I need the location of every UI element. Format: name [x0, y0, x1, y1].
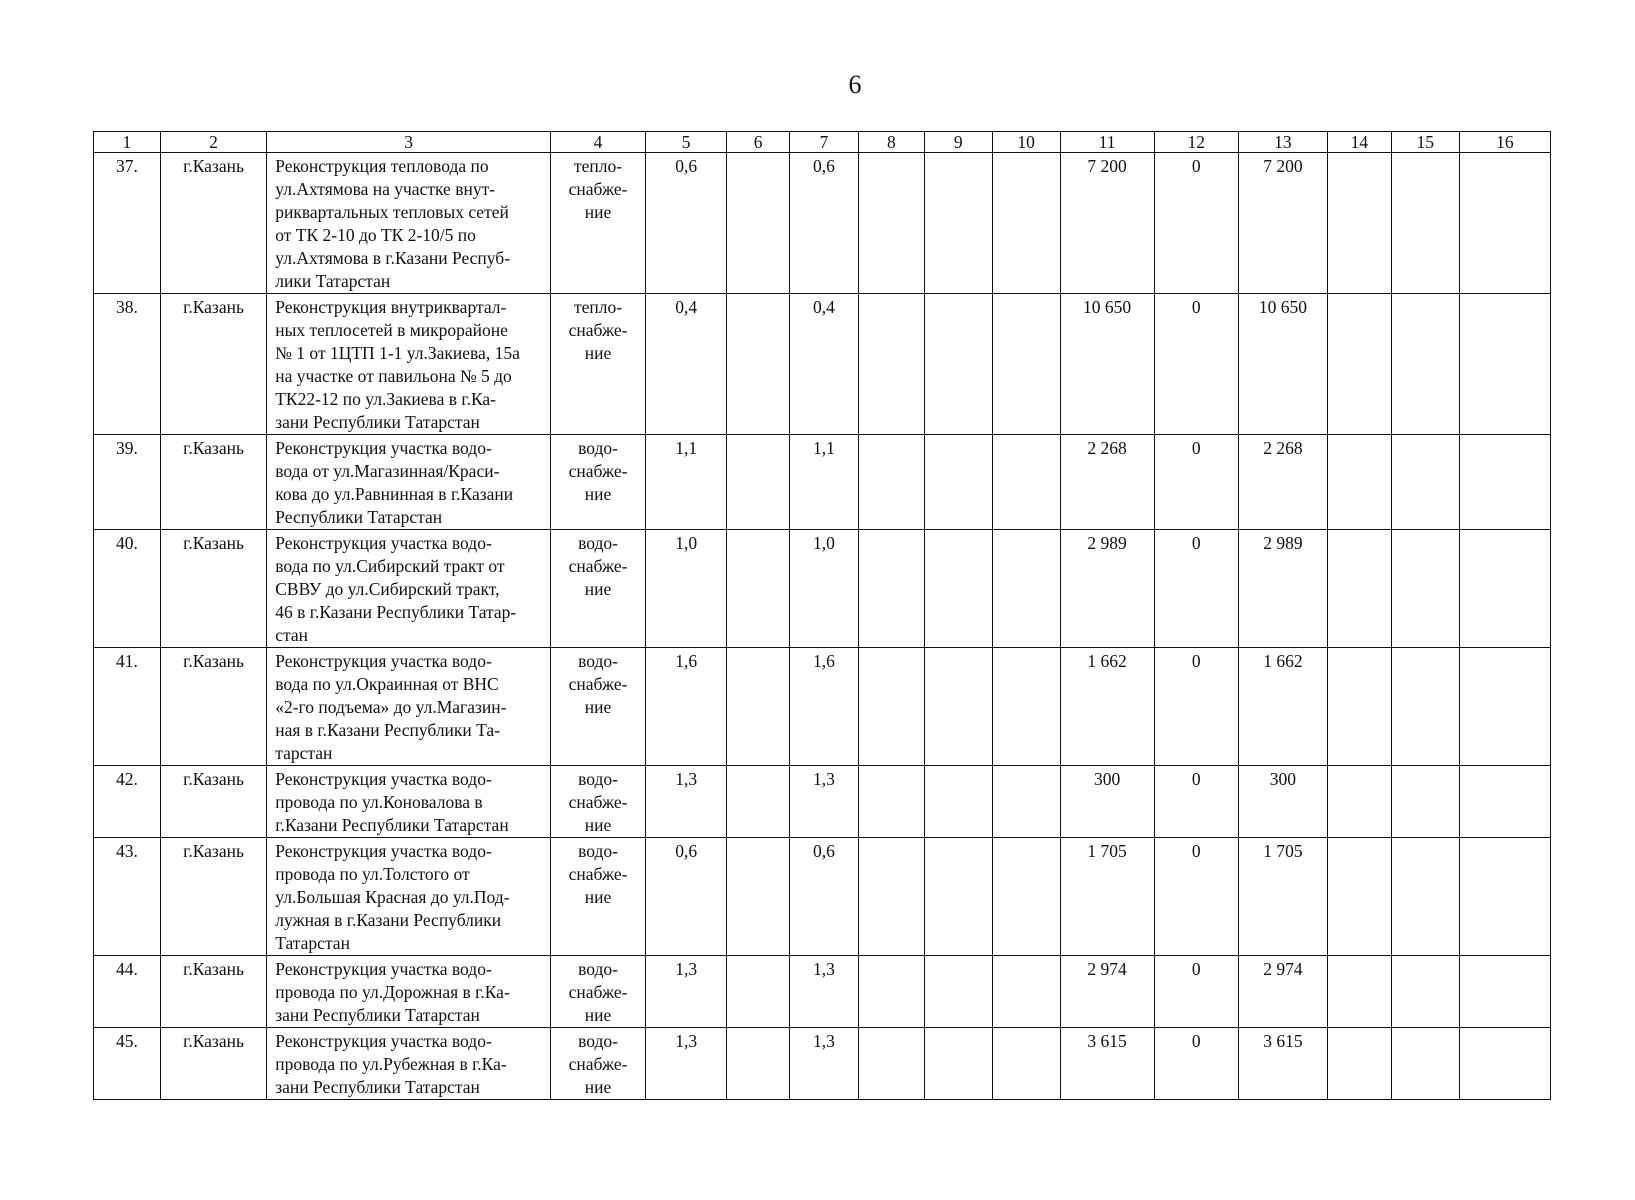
project-name-line: Реконструкция участка водо- [275, 959, 492, 979]
project-name-cell [267, 294, 551, 435]
value-cell-col14 [1327, 1028, 1391, 1100]
value-cell-col13: 300 [1238, 766, 1327, 838]
value-cell-col10 [992, 294, 1060, 435]
value-cell-col5: 0,6 [646, 153, 727, 294]
column-header: 6 [727, 132, 790, 153]
project-name-line: ул.Ахтямова на участке внут- [275, 179, 496, 199]
project-name-line: ная в г.Казани Республики Та- [275, 720, 501, 740]
supply-type-line: ние [584, 887, 612, 907]
value-cell-col8 [858, 294, 924, 435]
column-header: 16 [1459, 132, 1550, 153]
supply-type-line: снабже- [568, 1054, 628, 1074]
value-cell-col9 [924, 956, 992, 1028]
value-cell-col16 [1459, 153, 1550, 294]
value-cell-col8 [858, 648, 924, 766]
supply-type-line: снабже- [568, 461, 628, 481]
value-cell-col5: 0,6 [646, 838, 727, 956]
table-row [94, 153, 1551, 294]
supply-type-line: ние [584, 697, 612, 717]
column-header: 1 [94, 132, 161, 153]
value-cell-col7: 0,6 [790, 153, 859, 294]
value-cell-col13: 2 974 [1238, 956, 1327, 1028]
project-name-line: ул.Большая Красная до ул.Под- [275, 887, 510, 907]
value-cell-col14 [1327, 956, 1391, 1028]
value-cell-col10 [992, 838, 1060, 956]
column-header: 13 [1238, 132, 1327, 153]
value-cell-col11: 1 705 [1060, 838, 1154, 956]
project-name-line: провода по ул.Рубежная в г.Ка- [275, 1054, 507, 1074]
value-cell-col7: 1,6 [790, 648, 859, 766]
project-name-line: провода по ул.Дорожная в г.Ка- [275, 982, 510, 1002]
project-name-line: лужная в г.Казани Республики [275, 910, 502, 930]
supply-type-line: тепло- [573, 156, 623, 176]
supply-type-cell [550, 838, 645, 956]
value-cell-col15 [1391, 956, 1459, 1028]
value-cell-col12: 0 [1154, 153, 1238, 294]
project-name-cell [267, 530, 551, 648]
column-header: 2 [160, 132, 266, 153]
value-cell-col15 [1391, 153, 1459, 294]
value-cell-col11: 300 [1060, 766, 1154, 838]
value-cell-col15 [1391, 1028, 1459, 1100]
value-cell-col13: 1 705 [1238, 838, 1327, 956]
value-cell-col8 [858, 1028, 924, 1100]
value-cell-col9 [924, 153, 992, 294]
value-cell-col7: 0,4 [790, 294, 859, 435]
project-name-line: вода по ул.Окраинная от ВНС [275, 674, 499, 694]
value-cell-col5: 1,6 [646, 648, 727, 766]
project-name-cell [267, 435, 551, 530]
column-header: 14 [1327, 132, 1391, 153]
value-cell-col8 [858, 956, 924, 1028]
row-number-cell: 44. [94, 956, 161, 1028]
value-cell-col15 [1391, 838, 1459, 956]
value-cell-col6 [727, 766, 790, 838]
value-cell-col7: 1,3 [790, 956, 859, 1028]
value-cell-col6 [727, 530, 790, 648]
value-cell-col14 [1327, 435, 1391, 530]
value-cell-col5: 1,3 [646, 1028, 727, 1100]
value-cell-col6 [727, 1028, 790, 1100]
row-number-cell: 43. [94, 838, 161, 956]
value-cell-col6 [727, 294, 790, 435]
value-cell-col13: 10 650 [1238, 294, 1327, 435]
project-name-line: Реконструкция участка водо- [275, 769, 492, 789]
value-cell-col14 [1327, 766, 1391, 838]
column-header: 8 [858, 132, 924, 153]
project-name-line: зани Республики Татарстан [275, 412, 480, 432]
value-cell-col11: 10 650 [1060, 294, 1154, 435]
project-name-line: г.Казани Республики Татарстан [275, 815, 509, 835]
project-name-line: 46 в г.Казани Республики Татар- [275, 602, 517, 622]
value-cell-col15 [1391, 766, 1459, 838]
value-cell-col9 [924, 1028, 992, 1100]
project-name-line: Реконструкция внутриквартал- [275, 297, 507, 317]
row-number-cell: 40. [94, 530, 161, 648]
supply-type-line: водо- [578, 533, 618, 553]
project-name-cell [267, 956, 551, 1028]
value-cell-col10 [992, 1028, 1060, 1100]
value-cell-col5: 1,1 [646, 435, 727, 530]
supply-type-cell [550, 530, 645, 648]
table-row [94, 648, 1551, 766]
value-cell-col11: 2 989 [1060, 530, 1154, 648]
value-cell-col12: 0 [1154, 838, 1238, 956]
page-number: 6 [848, 70, 862, 99]
row-number-cell: 42. [94, 766, 161, 838]
project-name-line: СВВУ до ул.Сибирский тракт, [275, 579, 500, 599]
project-name-line: ТК22-12 по ул.Закиева в г.Ка- [275, 389, 496, 409]
value-cell-col8 [858, 153, 924, 294]
value-cell-col16 [1459, 530, 1550, 648]
value-cell-col15 [1391, 435, 1459, 530]
value-cell-col10 [992, 153, 1060, 294]
value-cell-col6 [727, 153, 790, 294]
supply-type-line: снабже- [568, 982, 628, 1002]
value-cell-col8 [858, 766, 924, 838]
column-header: 5 [646, 132, 727, 153]
table-body [94, 153, 1551, 1100]
column-number-row [94, 132, 1551, 153]
value-cell-col9 [924, 766, 992, 838]
value-cell-col9 [924, 294, 992, 435]
city-cell: г.Казань [160, 648, 266, 766]
supply-type-line: тепло- [573, 297, 623, 317]
value-cell-col7: 1,3 [790, 1028, 859, 1100]
supply-type-line: водо- [578, 438, 618, 458]
supply-type-line: снабже- [568, 864, 628, 884]
investment-table [93, 131, 1551, 1100]
project-name-line: Республики Татарстан [275, 507, 443, 527]
value-cell-col11: 1 662 [1060, 648, 1154, 766]
column-header: 3 [267, 132, 551, 153]
supply-type-line: водо- [578, 841, 618, 861]
value-cell-col15 [1391, 294, 1459, 435]
city-cell: г.Казань [160, 1028, 266, 1100]
value-cell-col16 [1459, 435, 1550, 530]
city-cell: г.Казань [160, 530, 266, 648]
supply-type-cell [550, 956, 645, 1028]
supply-type-line: ние [584, 343, 612, 363]
project-name-line: Реконструкция участка водо- [275, 841, 492, 861]
value-cell-col12: 0 [1154, 294, 1238, 435]
value-cell-col5: 0,4 [646, 294, 727, 435]
city-cell: г.Казань [160, 435, 266, 530]
value-cell-col16 [1459, 766, 1550, 838]
project-name-line: Реконструкция участка водо- [275, 1031, 492, 1051]
project-name-line: Реконструкция участка водо- [275, 651, 492, 671]
column-header: 12 [1154, 132, 1238, 153]
city-cell: г.Казань [160, 956, 266, 1028]
value-cell-col16 [1459, 956, 1550, 1028]
value-cell-col13: 2 268 [1238, 435, 1327, 530]
value-cell-col15 [1391, 530, 1459, 648]
value-cell-col7: 1,3 [790, 766, 859, 838]
supply-type-line: ние [584, 579, 612, 599]
supply-type-line: ние [584, 484, 612, 504]
value-cell-col13: 1 662 [1238, 648, 1327, 766]
supply-type-line: водо- [578, 959, 618, 979]
table-row [94, 1028, 1551, 1100]
table-row [94, 530, 1551, 648]
city-cell: г.Казань [160, 294, 266, 435]
value-cell-col10 [992, 766, 1060, 838]
project-name-cell [267, 766, 551, 838]
value-cell-col7: 0,6 [790, 838, 859, 956]
project-name-line: провода по ул.Толстого от [275, 864, 470, 884]
column-header: 15 [1391, 132, 1459, 153]
value-cell-col13: 2 989 [1238, 530, 1327, 648]
value-cell-col12: 0 [1154, 766, 1238, 838]
city-cell: г.Казань [160, 153, 266, 294]
value-cell-col13: 7 200 [1238, 153, 1327, 294]
value-cell-col8 [858, 530, 924, 648]
column-header: 4 [550, 132, 645, 153]
value-cell-col9 [924, 530, 992, 648]
value-cell-col6 [727, 648, 790, 766]
value-cell-col12: 0 [1154, 956, 1238, 1028]
value-cell-col14 [1327, 153, 1391, 294]
table-row [94, 956, 1551, 1028]
value-cell-col12: 0 [1154, 530, 1238, 648]
row-number-cell: 45. [94, 1028, 161, 1100]
value-cell-col8 [858, 435, 924, 530]
value-cell-col10 [992, 435, 1060, 530]
project-name-line: на участке от павильона № 5 до [275, 366, 512, 386]
table-row [94, 838, 1551, 956]
value-cell-col16 [1459, 648, 1550, 766]
value-cell-col13: 3 615 [1238, 1028, 1327, 1100]
table-row [94, 766, 1551, 838]
value-cell-col9 [924, 435, 992, 530]
project-name-line: ных теплосетей в микрорайоне [275, 320, 508, 340]
supply-type-line: ние [584, 815, 612, 835]
value-cell-col16 [1459, 838, 1550, 956]
value-cell-col5: 1,0 [646, 530, 727, 648]
supply-type-cell [550, 1028, 645, 1100]
supply-type-cell [550, 648, 645, 766]
value-cell-col6 [727, 956, 790, 1028]
project-name-line: стан [275, 625, 308, 645]
value-cell-col12: 0 [1154, 648, 1238, 766]
value-cell-col14 [1327, 648, 1391, 766]
column-header: 7 [790, 132, 859, 153]
city-cell: г.Казань [160, 766, 266, 838]
supply-type-line: снабже- [568, 556, 628, 576]
value-cell-col7: 1,1 [790, 435, 859, 530]
project-name-line: зани Республики Татарстан [275, 1077, 480, 1097]
project-name-line: зани Республики Татарстан [275, 1005, 480, 1025]
value-cell-col14 [1327, 530, 1391, 648]
project-name-line: лики Татарстан [275, 271, 391, 291]
supply-type-cell [550, 435, 645, 530]
value-cell-col6 [727, 838, 790, 956]
supply-type-line: снабже- [568, 792, 628, 812]
value-cell-col11: 7 200 [1060, 153, 1154, 294]
column-header: 10 [992, 132, 1060, 153]
supply-type-line: снабже- [568, 674, 628, 694]
value-cell-col14 [1327, 294, 1391, 435]
row-number-cell: 41. [94, 648, 161, 766]
project-name-line: Реконструкция участка водо- [275, 438, 492, 458]
project-name-cell [267, 648, 551, 766]
row-number-cell: 38. [94, 294, 161, 435]
value-cell-col15 [1391, 648, 1459, 766]
row-number-cell: 39. [94, 435, 161, 530]
value-cell-col16 [1459, 1028, 1550, 1100]
column-header: 11 [1060, 132, 1154, 153]
value-cell-col9 [924, 838, 992, 956]
project-name-line: вода по ул.Сибирский тракт от [275, 556, 505, 576]
supply-type-line: водо- [578, 651, 618, 671]
value-cell-col10 [992, 956, 1060, 1028]
value-cell-col16 [1459, 294, 1550, 435]
project-name-line: «2-го подъема» до ул.Магазин- [275, 697, 507, 717]
value-cell-col12: 0 [1154, 435, 1238, 530]
supply-type-line: снабже- [568, 320, 628, 340]
project-name-line: вода от ул.Магазинная/Краси- [275, 461, 500, 481]
supply-type-cell [550, 153, 645, 294]
supply-type-line: ние [584, 202, 612, 222]
project-name-cell [267, 838, 551, 956]
project-name-line: провода по ул.Коновалова в [275, 792, 483, 812]
column-header: 9 [924, 132, 992, 153]
project-name-line: от ТК 2-10 до ТК 2-10/5 по [275, 225, 476, 245]
project-name-line: Татарстан [275, 933, 350, 953]
project-name-line: Реконструкция тепловода по [275, 156, 489, 176]
supply-type-line: снабже- [568, 179, 628, 199]
project-name-line: риквартальных тепловых сетей [275, 202, 509, 222]
project-name-line: кова до ул.Равнинная в г.Казани [275, 484, 514, 504]
value-cell-col11: 2 268 [1060, 435, 1154, 530]
supply-type-cell [550, 766, 645, 838]
project-name-line: тарстан [275, 743, 333, 763]
supply-type-line: водо- [578, 769, 618, 789]
city-cell: г.Казань [160, 838, 266, 956]
value-cell-col12: 0 [1154, 1028, 1238, 1100]
value-cell-col5: 1,3 [646, 956, 727, 1028]
supply-type-line: ние [584, 1077, 612, 1097]
value-cell-col10 [992, 648, 1060, 766]
supply-type-cell [550, 294, 645, 435]
value-cell-col11: 2 974 [1060, 956, 1154, 1028]
row-number-cell: 37. [94, 153, 161, 294]
project-name-cell [267, 1028, 551, 1100]
value-cell-col10 [992, 530, 1060, 648]
value-cell-col9 [924, 648, 992, 766]
project-name-line: Реконструкция участка водо- [275, 533, 492, 553]
supply-type-line: водо- [578, 1031, 618, 1051]
value-cell-col6 [727, 435, 790, 530]
value-cell-col8 [858, 838, 924, 956]
project-name-cell [267, 153, 551, 294]
project-name-line: ул.Ахтямова в г.Казани Респуб- [275, 248, 511, 268]
value-cell-col5: 1,3 [646, 766, 727, 838]
project-name-line: № 1 от 1ЦТП 1-1 ул.Закиева, 15а [275, 343, 520, 363]
value-cell-col14 [1327, 838, 1391, 956]
value-cell-col7: 1,0 [790, 530, 859, 648]
value-cell-col11: 3 615 [1060, 1028, 1154, 1100]
table-row [94, 435, 1551, 530]
table-row [94, 294, 1551, 435]
supply-type-line: ние [584, 1005, 612, 1025]
